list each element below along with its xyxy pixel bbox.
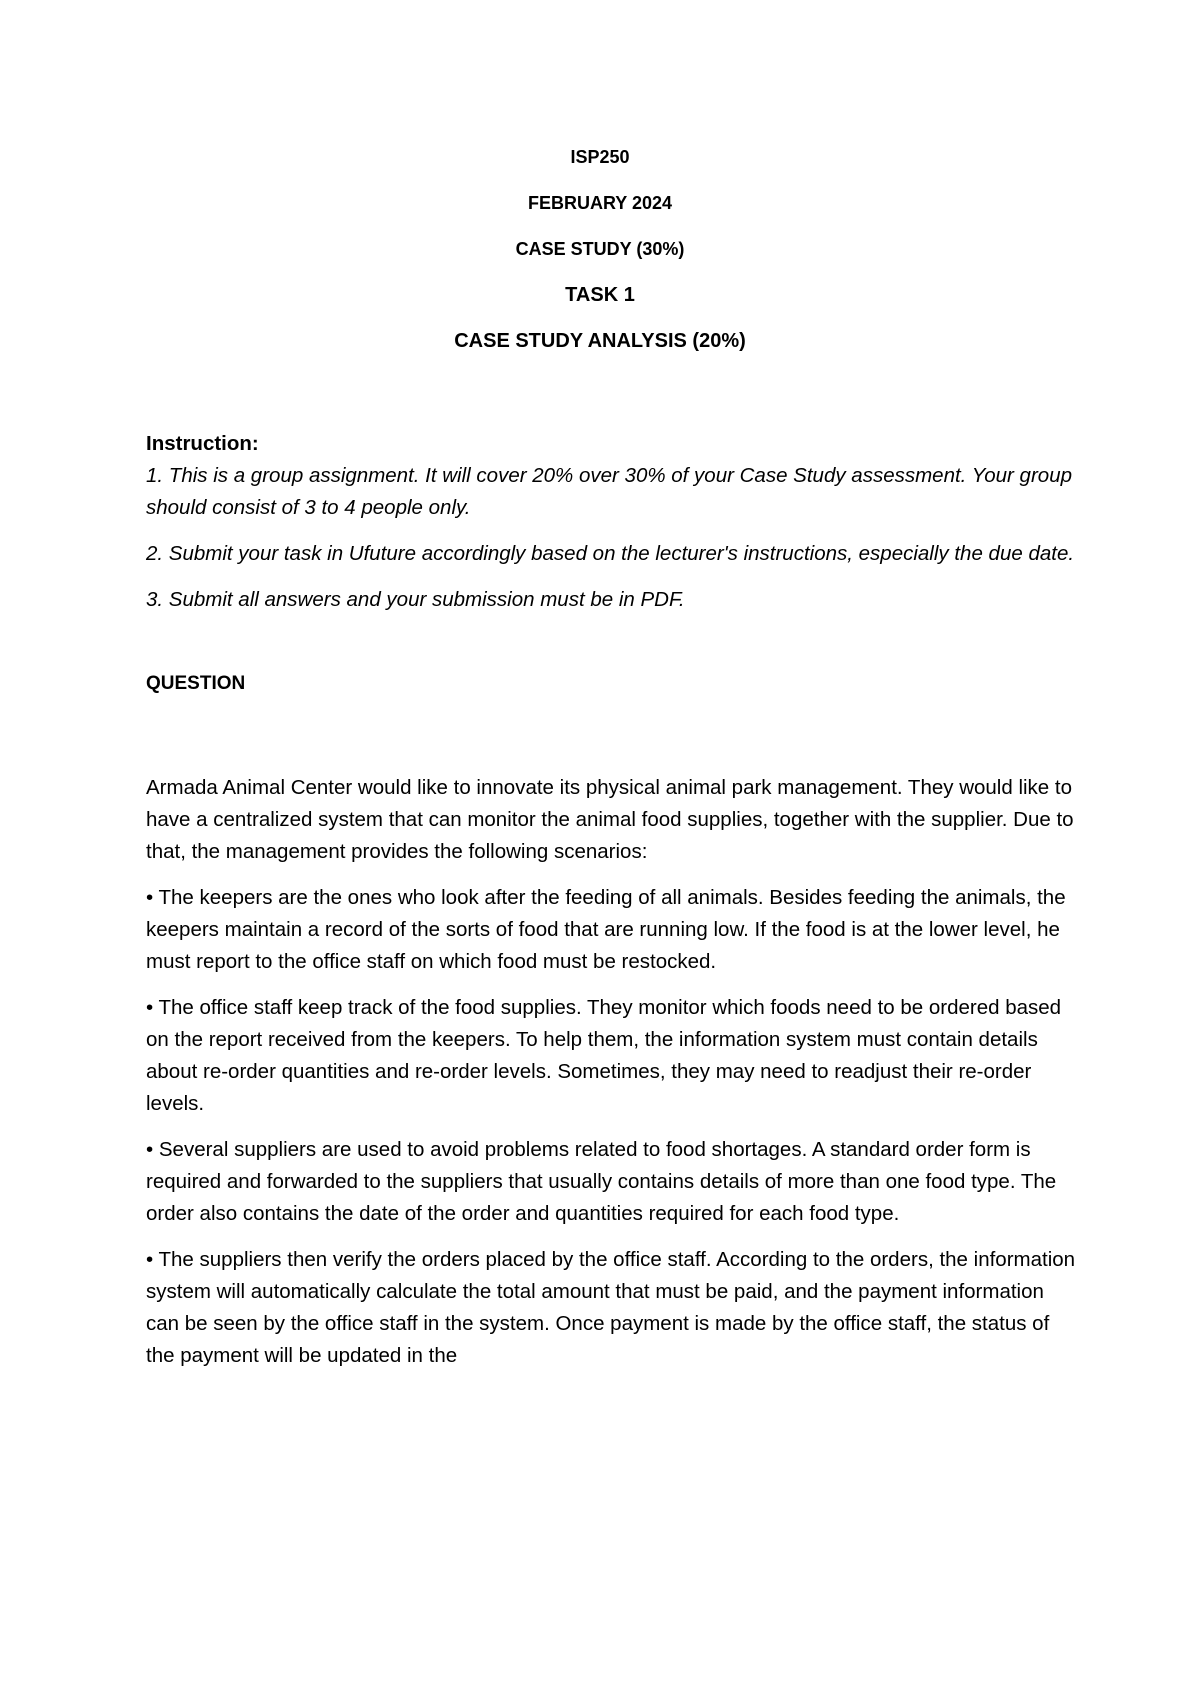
scenario-bullet: • The suppliers then verify the orders placed by the office staff. According to the orders, the information system will automatically calculate the total amount that must be paid, and the payment information can be seen by the office staff in the system. Once payment is made by the office staff, the status of the payment will be updated in the	[146, 1248, 1076, 1367]
scenario-bullet: • Several suppliers are used to avoid problems related to food shortages. A standard order form is required and forwarded to the suppliers that usually contains details of more than one food type. The order also contains the date of the order and quantities required for each food type.	[146, 1138, 1057, 1225]
question-intro: Armada Animal Center would like to innovate its physical animal park management. They would like to have a centralized system that can monitor the animal food supplies, together with the supplier. Due to that, the management provides the following scenarios:	[146, 776, 1074, 863]
semester: FEBRUARY 2024	[527, 193, 673, 213]
scenario-bullet: • The keepers are the ones who look after the feeding of all animals. Besides feeding the animals, the keepers maintain a record of the sorts of food that are running low. If the food is at the lower level, he must report to the office staff on which food must be restocked.	[146, 886, 1066, 973]
assessment-title: CASE STUDY (30%)	[515, 239, 685, 259]
instruction-item: 1. This is a group assignment. It will cover 20% over 30% of your Case Study assessment. Your group should consist of 3 to 4 people only.	[146, 464, 1072, 519]
document-header	[0, 146, 1200, 376]
question-heading: QUESTION	[146, 673, 246, 694]
instruction-item: 3. Submit all answers and your submission must be in PDF.	[146, 588, 685, 611]
instruction-item: 2. Submit your task in Ufuture accordingly based on the lecturer's instructions, especially the due date.	[146, 542, 1075, 565]
course-code: ISP250	[570, 147, 630, 167]
task-title: CASE STUDY ANALYSIS (20%)	[454, 330, 746, 352]
task-number: TASK 1	[565, 284, 635, 306]
question-body	[146, 772, 1076, 1372]
scenario-bullet: • The office staff keep track of the food supplies. They monitor which foods need to be ordered based on the report received from the keepers. To help them, the information system must contain details about re-order quantities and re-order levels. Sometimes, they may need to readjust their re-order levels.	[146, 996, 1062, 1115]
instruction-heading: Instruction:	[146, 432, 259, 455]
document-body	[146, 428, 1076, 1386]
